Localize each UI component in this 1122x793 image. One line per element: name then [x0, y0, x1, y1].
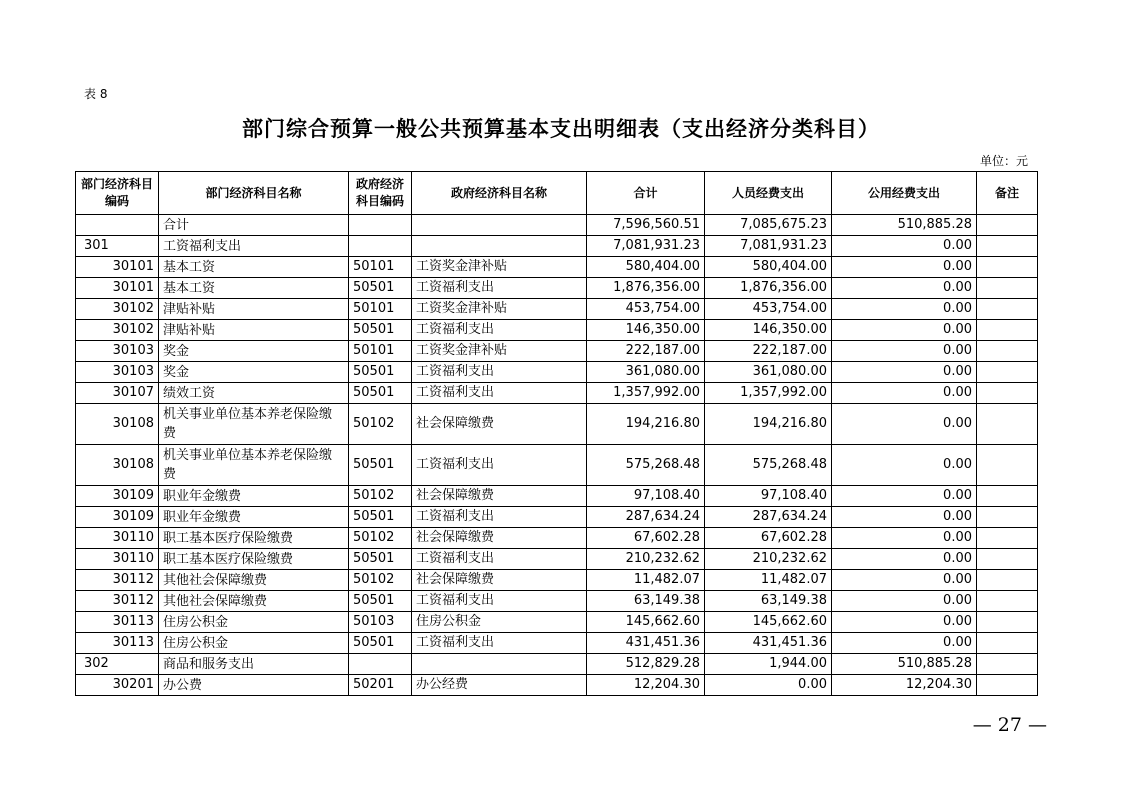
cell-personnel: 0.00	[705, 675, 832, 696]
cell-dept-name: 其他社会保障缴费	[159, 570, 349, 591]
table-row	[76, 675, 1038, 696]
cell-personnel: 63,149.38	[705, 591, 832, 612]
page-number: — 27 —	[972, 714, 1047, 736]
cell-total: 575,268.48	[587, 445, 705, 486]
cell-gov-name: 工资福利支出	[412, 549, 587, 570]
cell-gov-name: 社会保障缴费	[412, 528, 587, 549]
cell-gov-name: 社会保障缴费	[412, 570, 587, 591]
cell-gov-code: 50501	[349, 383, 412, 404]
cell-dept-code: 30112	[76, 570, 159, 591]
cell-dept-name: 工资福利支出	[159, 236, 349, 257]
cell-gov-name: 住房公积金	[412, 612, 587, 633]
cell-gov-code: 50501	[349, 320, 412, 341]
cell-dept-name: 职工基本医疗保险缴费	[159, 528, 349, 549]
cell-gov-name	[412, 236, 587, 257]
table-row	[76, 404, 1038, 445]
cell-total: 194,216.80	[587, 404, 705, 445]
cell-personnel: 146,350.00	[705, 320, 832, 341]
cell-dept-code: 301	[76, 236, 159, 257]
cell-personnel: 361,080.00	[705, 362, 832, 383]
cell-total: 210,232.62	[587, 549, 705, 570]
cell-personnel: 580,404.00	[705, 257, 832, 278]
table-row	[76, 299, 1038, 320]
table-body	[76, 215, 1038, 696]
cell-total: 431,451.36	[587, 633, 705, 654]
cell-dept-name: 绩效工资	[159, 383, 349, 404]
cell-personnel: 67,602.28	[705, 528, 832, 549]
cell-dept-name: 职业年金缴费	[159, 507, 349, 528]
cell-total: 146,350.00	[587, 320, 705, 341]
cell-public: 0.00	[832, 257, 977, 278]
cell-personnel: 11,482.07	[705, 570, 832, 591]
table-row	[76, 528, 1038, 549]
cell-gov-code: 50102	[349, 404, 412, 445]
cell-dept-code: 30110	[76, 528, 159, 549]
cell-total: 287,634.24	[587, 507, 705, 528]
cell-total: 145,662.60	[587, 612, 705, 633]
cell-gov-name: 工资奖金津补贴	[412, 299, 587, 320]
table-row	[76, 486, 1038, 507]
cell-dept-code: 30101	[76, 257, 159, 278]
cell-remark	[977, 404, 1038, 445]
cell-dept-code: 30112	[76, 591, 159, 612]
cell-public: 0.00	[832, 341, 977, 362]
cell-public: 0.00	[832, 299, 977, 320]
cell-public: 510,885.28	[832, 215, 977, 236]
cell-dept-name: 办公费	[159, 675, 349, 696]
cell-gov-code: 50501	[349, 445, 412, 486]
table-row	[76, 278, 1038, 299]
cell-personnel: 287,634.24	[705, 507, 832, 528]
cell-gov-name: 工资奖金津补贴	[412, 257, 587, 278]
table-row	[76, 570, 1038, 591]
cell-personnel: 222,187.00	[705, 341, 832, 362]
cell-dept-code: 30109	[76, 507, 159, 528]
cell-dept-code: 30109	[76, 486, 159, 507]
table-row	[76, 341, 1038, 362]
cell-gov-code: 50102	[349, 570, 412, 591]
cell-public: 0.00	[832, 320, 977, 341]
cell-remark	[977, 362, 1038, 383]
cell-gov-name: 社会保障缴费	[412, 404, 587, 445]
table-row	[76, 612, 1038, 633]
cell-total: 7,596,560.51	[587, 215, 705, 236]
cell-public: 0.00	[832, 362, 977, 383]
cell-dept-name: 基本工资	[159, 278, 349, 299]
cell-dept-name: 住房公积金	[159, 633, 349, 654]
cell-total: 12,204.30	[587, 675, 705, 696]
cell-public: 510,885.28	[832, 654, 977, 675]
cell-gov-code: 50201	[349, 675, 412, 696]
cell-remark	[977, 341, 1038, 362]
cell-remark	[977, 215, 1038, 236]
cell-dept-name: 其他社会保障缴费	[159, 591, 349, 612]
cell-dept-code: 30108	[76, 404, 159, 445]
cell-remark	[977, 445, 1038, 486]
cell-personnel: 453,754.00	[705, 299, 832, 320]
header-dept-name: 部门经济科目名称	[159, 172, 349, 215]
cell-personnel: 1,876,356.00	[705, 278, 832, 299]
cell-gov-name: 社会保障缴费	[412, 486, 587, 507]
cell-public: 0.00	[832, 445, 977, 486]
page-title: 部门综合预算一般公共预算基本支出明细表（支出经济分类科目）	[242, 117, 880, 141]
cell-dept-name: 住房公积金	[159, 612, 349, 633]
cell-total: 361,080.00	[587, 362, 705, 383]
cell-public: 0.00	[832, 507, 977, 528]
cell-gov-name: 工资福利支出	[412, 383, 587, 404]
cell-dept-code: 30108	[76, 445, 159, 486]
cell-personnel: 1,944.00	[705, 654, 832, 675]
table-row	[76, 445, 1038, 486]
cell-dept-name: 商品和服务支出	[159, 654, 349, 675]
unit-label: 单位：元	[979, 154, 1028, 168]
cell-remark	[977, 383, 1038, 404]
cell-dept-code: 302	[76, 654, 159, 675]
cell-public: 0.00	[832, 549, 977, 570]
cell-personnel: 575,268.48	[705, 445, 832, 486]
cell-public: 0.00	[832, 236, 977, 257]
table-row	[76, 591, 1038, 612]
cell-dept-name: 机关事业单位基本养老保险缴费	[159, 404, 349, 445]
cell-gov-name: 工资福利支出	[412, 633, 587, 654]
cell-gov-name: 工资福利支出	[412, 278, 587, 299]
cell-personnel: 145,662.60	[705, 612, 832, 633]
cell-remark	[977, 236, 1038, 257]
cell-gov-name: 工资福利支出	[412, 362, 587, 383]
cell-personnel: 1,357,992.00	[705, 383, 832, 404]
table-row	[76, 320, 1038, 341]
cell-personnel: 210,232.62	[705, 549, 832, 570]
cell-remark	[977, 257, 1038, 278]
cell-remark	[977, 654, 1038, 675]
table-row	[76, 362, 1038, 383]
cell-remark	[977, 528, 1038, 549]
cell-dept-name: 津贴补贴	[159, 299, 349, 320]
cell-public: 0.00	[832, 404, 977, 445]
cell-dept-code: 30113	[76, 633, 159, 654]
cell-dept-name: 基本工资	[159, 257, 349, 278]
cell-remark	[977, 612, 1038, 633]
cell-gov-name: 办公经费	[412, 675, 587, 696]
cell-dept-name: 职工基本医疗保险缴费	[159, 549, 349, 570]
cell-personnel: 194,216.80	[705, 404, 832, 445]
table-row	[76, 654, 1038, 675]
cell-gov-code	[349, 215, 412, 236]
cell-public: 0.00	[832, 612, 977, 633]
cell-public: 0.00	[832, 486, 977, 507]
cell-gov-code: 50101	[349, 257, 412, 278]
cell-dept-name: 合计	[159, 215, 349, 236]
cell-remark	[977, 320, 1038, 341]
cell-total: 67,602.28	[587, 528, 705, 549]
cell-gov-code: 50501	[349, 507, 412, 528]
cell-remark	[977, 570, 1038, 591]
cell-remark	[977, 299, 1038, 320]
table-row	[76, 215, 1038, 236]
cell-remark	[977, 675, 1038, 696]
cell-gov-code: 50102	[349, 486, 412, 507]
cell-public: 0.00	[832, 383, 977, 404]
cell-dept-code: 30102	[76, 320, 159, 341]
cell-remark	[977, 549, 1038, 570]
cell-remark	[977, 507, 1038, 528]
cell-dept-code: 30103	[76, 362, 159, 383]
cell-public: 0.00	[832, 528, 977, 549]
cell-personnel: 7,081,931.23	[705, 236, 832, 257]
cell-total: 580,404.00	[587, 257, 705, 278]
cell-total: 1,876,356.00	[587, 278, 705, 299]
cell-gov-name: 工资奖金津补贴	[412, 341, 587, 362]
cell-gov-code	[349, 236, 412, 257]
cell-total: 1,357,992.00	[587, 383, 705, 404]
header-dept-code: 部门经济科目编码	[76, 172, 159, 215]
header-gov-code: 政府经济科目编码	[349, 172, 412, 215]
cell-personnel: 7,085,675.23	[705, 215, 832, 236]
cell-gov-name: 工资福利支出	[412, 507, 587, 528]
table-row	[76, 236, 1038, 257]
cell-dept-code: 30102	[76, 299, 159, 320]
cell-personnel: 97,108.40	[705, 486, 832, 507]
cell-dept-code: 30110	[76, 549, 159, 570]
cell-gov-name	[412, 654, 587, 675]
cell-gov-code: 50501	[349, 278, 412, 299]
cell-dept-name: 职业年金缴费	[159, 486, 349, 507]
cell-total: 453,754.00	[587, 299, 705, 320]
cell-gov-code: 50102	[349, 528, 412, 549]
header-personnel: 人员经费支出	[705, 172, 832, 215]
cell-gov-name: 工资福利支出	[412, 320, 587, 341]
cell-dept-code	[76, 215, 159, 236]
header-public: 公用经费支出	[832, 172, 977, 215]
cell-dept-code: 30201	[76, 675, 159, 696]
table-row	[76, 633, 1038, 654]
cell-total: 97,108.40	[587, 486, 705, 507]
header-total: 合计	[587, 172, 705, 215]
cell-gov-code: 50501	[349, 362, 412, 383]
cell-dept-code: 30103	[76, 341, 159, 362]
cell-dept-code: 30113	[76, 612, 159, 633]
cell-public: 12,204.30	[832, 675, 977, 696]
cell-dept-name: 奖金	[159, 362, 349, 383]
cell-dept-name: 机关事业单位基本养老保险缴费	[159, 445, 349, 486]
cell-gov-code: 50501	[349, 591, 412, 612]
cell-total: 222,187.00	[587, 341, 705, 362]
cell-gov-name	[412, 215, 587, 236]
cell-total: 11,482.07	[587, 570, 705, 591]
cell-remark	[977, 633, 1038, 654]
table-row	[76, 383, 1038, 404]
cell-public: 0.00	[832, 278, 977, 299]
table-row	[76, 257, 1038, 278]
cell-gov-code: 50501	[349, 633, 412, 654]
cell-dept-name: 奖金	[159, 341, 349, 362]
cell-gov-code: 50103	[349, 612, 412, 633]
cell-dept-code: 30101	[76, 278, 159, 299]
table-row	[76, 549, 1038, 570]
table-header-row	[76, 172, 1038, 215]
cell-remark	[977, 278, 1038, 299]
cell-gov-name: 工资福利支出	[412, 445, 587, 486]
cell-gov-code: 50501	[349, 549, 412, 570]
cell-public: 0.00	[832, 591, 977, 612]
budget-table	[75, 171, 1038, 696]
cell-gov-code: 50101	[349, 299, 412, 320]
cell-total: 7,081,931.23	[587, 236, 705, 257]
cell-remark	[977, 591, 1038, 612]
header-gov-name: 政府经济科目名称	[412, 172, 587, 215]
cell-public: 0.00	[832, 633, 977, 654]
cell-dept-code: 30107	[76, 383, 159, 404]
cell-total: 512,829.28	[587, 654, 705, 675]
cell-gov-code	[349, 654, 412, 675]
cell-gov-code: 50101	[349, 341, 412, 362]
header-remarks: 备注	[977, 172, 1038, 215]
cell-personnel: 431,451.36	[705, 633, 832, 654]
cell-gov-name: 工资福利支出	[412, 591, 587, 612]
cell-total: 63,149.38	[587, 591, 705, 612]
table-row	[76, 507, 1038, 528]
cell-public: 0.00	[832, 570, 977, 591]
cell-remark	[977, 486, 1038, 507]
cell-dept-name: 津贴补贴	[159, 320, 349, 341]
table-label: 表 8	[84, 87, 108, 101]
